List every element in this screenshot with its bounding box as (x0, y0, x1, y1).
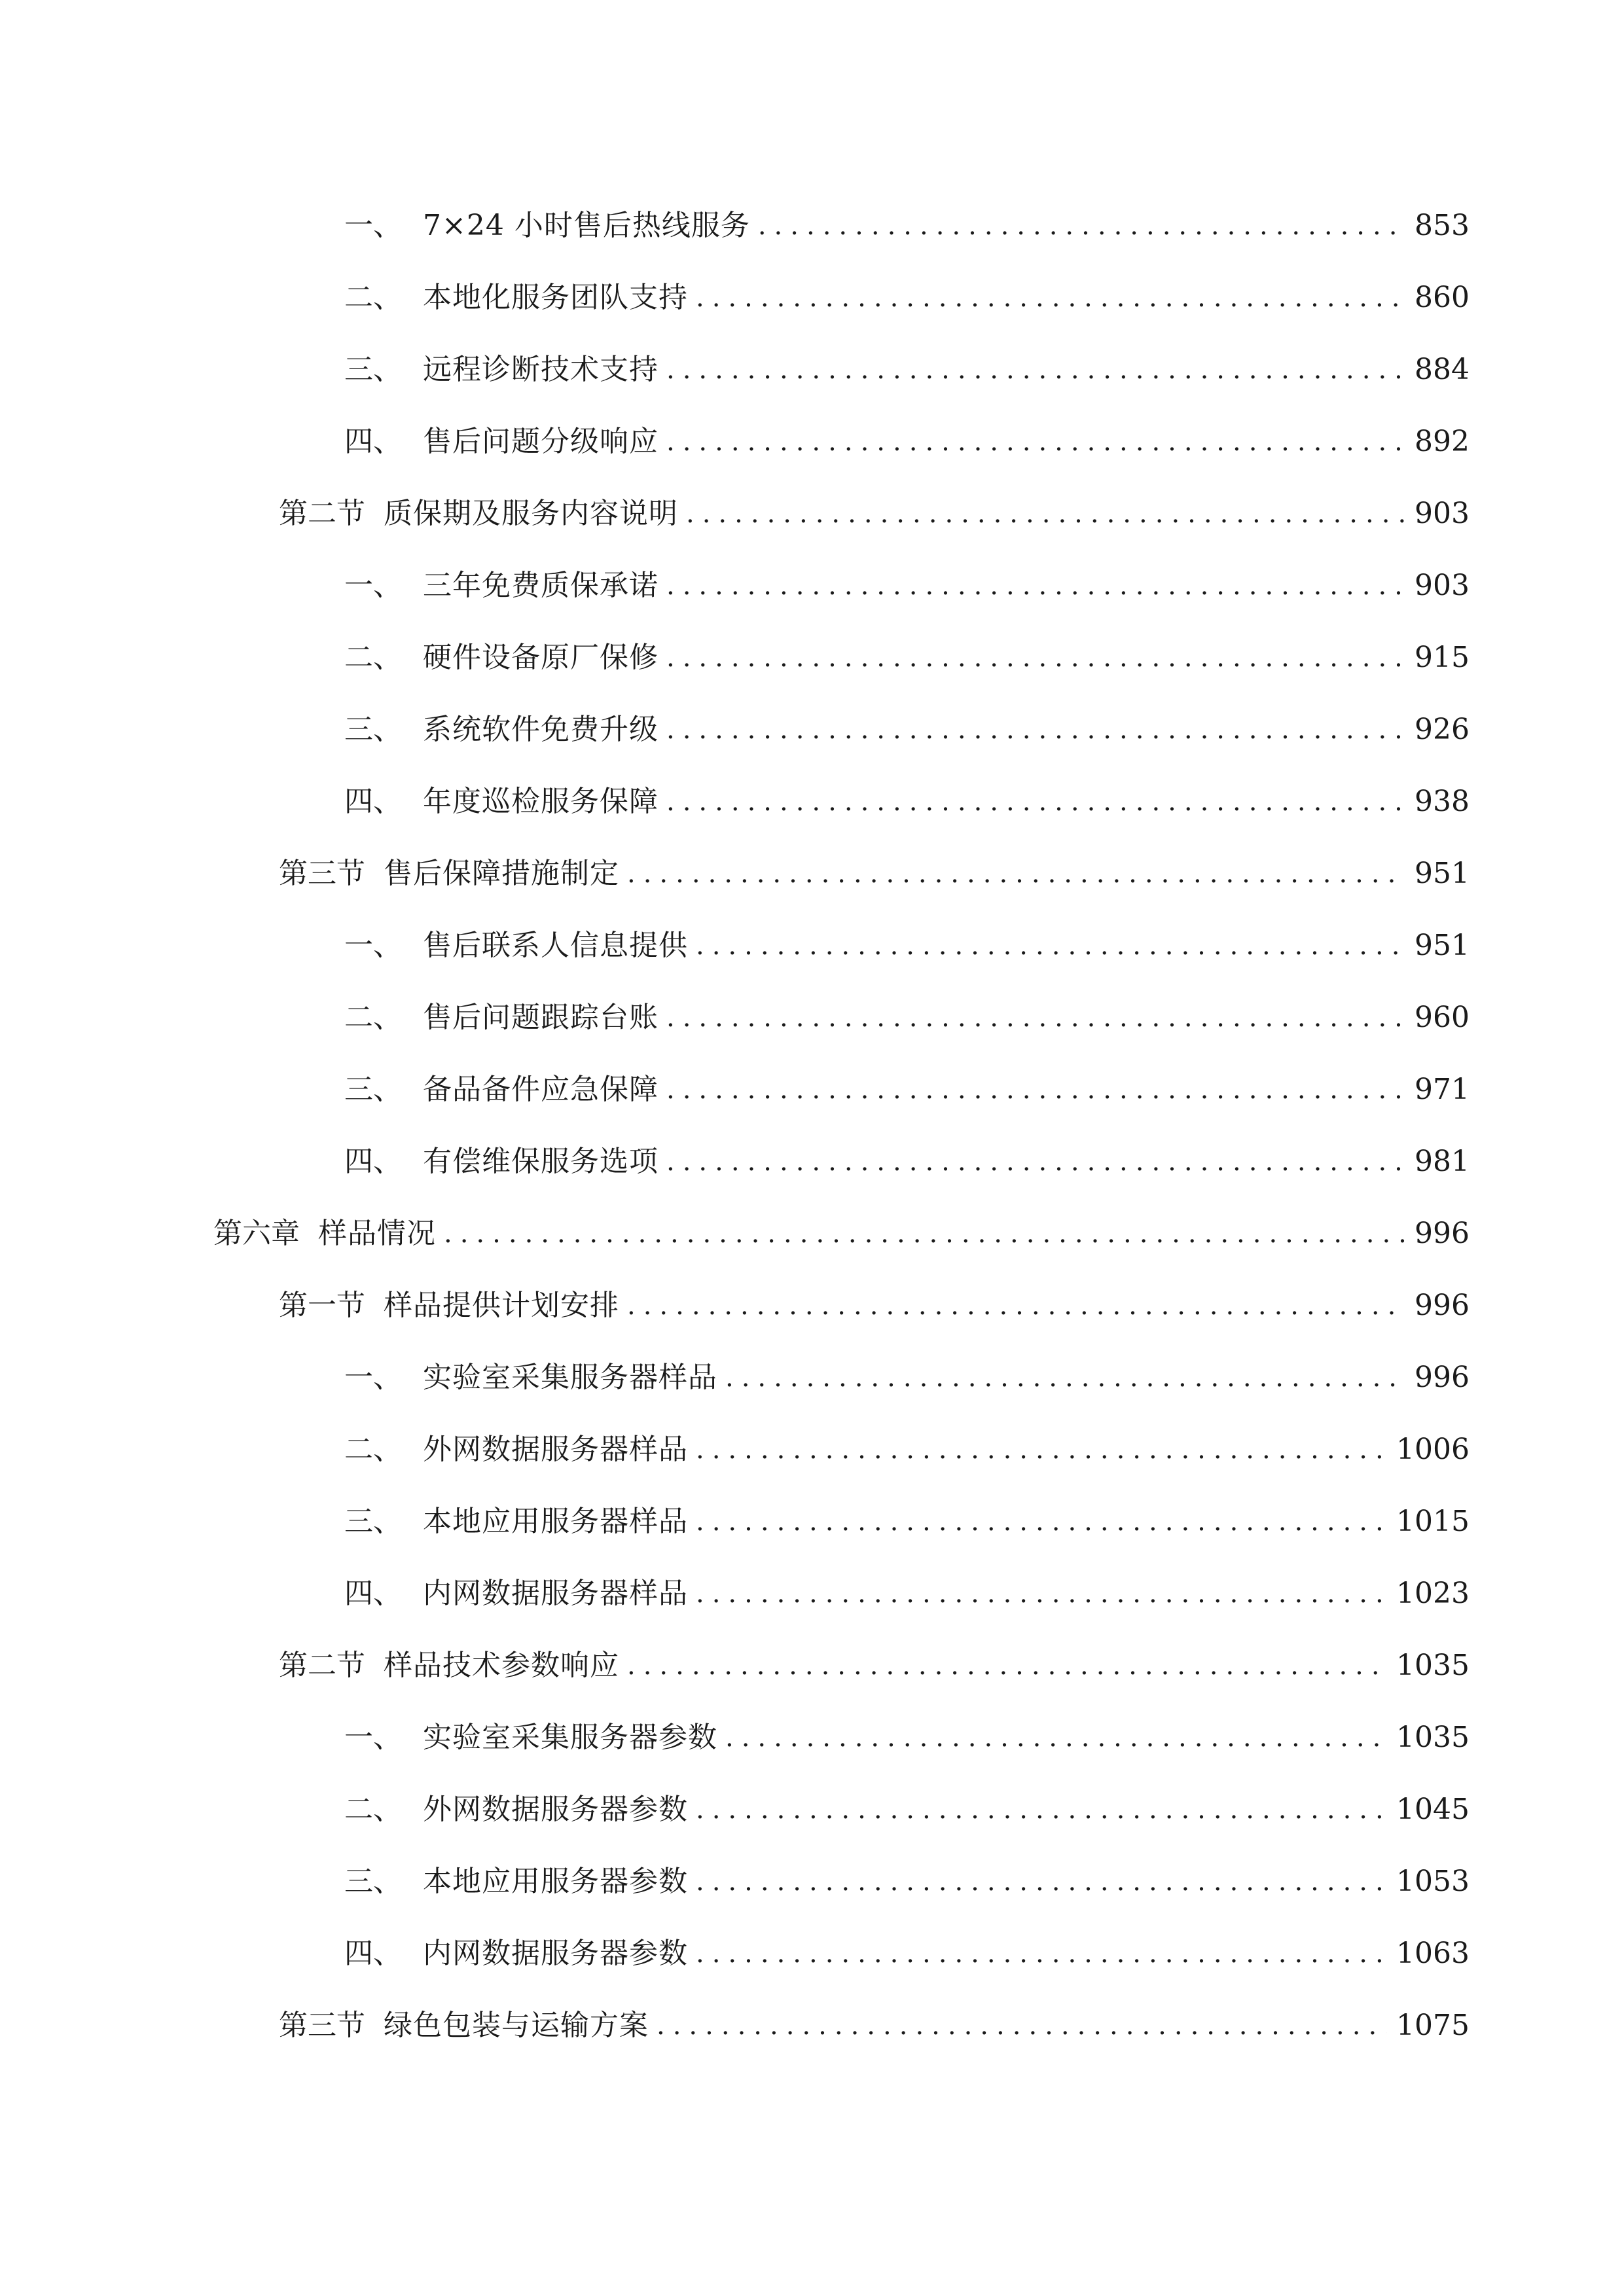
toc-entry-title: 备品备件应急保障 (423, 1073, 659, 1106)
toc-entry-number: 四、 (344, 785, 402, 818)
toc-entry[interactable] (0, 334, 1624, 406)
toc-entry[interactable] (0, 1054, 1624, 1126)
toc-entry-title: 实验室采集服务器参数 (423, 1721, 717, 1754)
toc-entry-page: 903 (1415, 569, 1470, 602)
toc-dot-leader (696, 1935, 1387, 1972)
toc-dot-leader (686, 495, 1405, 532)
toc-entry-title: 硬件设备原厂保修 (423, 641, 659, 674)
toc-entry-page: 951 (1415, 929, 1470, 962)
toc-dot-leader (666, 567, 1405, 604)
toc-entry-title: 售后问题跟踪台账 (423, 1001, 659, 1034)
toc-dot-leader (696, 1863, 1387, 1900)
toc-entry-title: 实验室采集服务器样品 (423, 1361, 717, 1394)
toc-section-number: 第一节 (279, 1289, 365, 1322)
toc-dot-leader (666, 783, 1405, 820)
toc-entry-title: 内网数据服务器参数 (423, 1937, 688, 1970)
toc-entry-page: 860 (1415, 281, 1470, 314)
toc-chapter-number: 第六章 (213, 1217, 300, 1250)
toc-entry-page: 1053 (1396, 1865, 1470, 1898)
toc-section-number: 第三节 (279, 857, 365, 890)
toc-entry-page: 1023 (1396, 1577, 1470, 1610)
toc-entry[interactable] (0, 1558, 1624, 1630)
toc-entry-number: 四、 (344, 1145, 402, 1178)
toc-section-title: 样品技术参数响应 (384, 1649, 619, 1682)
toc-dot-leader (666, 423, 1405, 460)
toc-entry-page: 1063 (1396, 1937, 1470, 1970)
toc-entry-page: 915 (1415, 641, 1470, 674)
toc-entry[interactable] (0, 550, 1624, 622)
toc-dot-leader (666, 639, 1405, 676)
toc-dot-leader (696, 927, 1405, 964)
toc-entry-title: 三年免费质保承诺 (423, 569, 659, 602)
toc-entry-title: 有偿维保服务选项 (423, 1145, 659, 1178)
toc-dot-leader (666, 999, 1405, 1036)
toc-entry-number: 三、 (344, 1073, 402, 1106)
toc-section[interactable] (0, 838, 1624, 910)
toc-entry-title: 远程诊断技术支持 (423, 353, 659, 386)
toc-entry-number: 二、 (344, 1433, 402, 1466)
toc-dot-leader (666, 351, 1405, 388)
toc-section-page: 996 (1415, 1289, 1470, 1322)
toc-entry[interactable] (0, 910, 1624, 982)
toc-entry-title: 外网数据服务器参数 (423, 1793, 688, 1826)
toc-dot-leader (627, 1647, 1387, 1684)
toc-dot-leader (696, 279, 1405, 316)
toc-entry-page: 1015 (1396, 1505, 1470, 1538)
toc-chapter[interactable] (0, 1198, 1624, 1270)
toc-entry-number: 四、 (344, 425, 402, 458)
toc-entry-title: 外网数据服务器样品 (423, 1433, 688, 1466)
toc-dot-leader (696, 1575, 1387, 1612)
toc-dot-leader (696, 1503, 1387, 1540)
toc-entry[interactable] (0, 1342, 1624, 1414)
toc-section-page: 903 (1415, 497, 1470, 530)
toc-entry-number: 三、 (344, 1505, 402, 1538)
toc-entry-page: 1045 (1396, 1793, 1470, 1826)
toc-section-number: 第二节 (279, 1649, 365, 1682)
toc-entry[interactable] (0, 1774, 1624, 1846)
toc-dot-leader (666, 1071, 1405, 1108)
toc-dot-leader (696, 1431, 1387, 1468)
toc-entry-title: 本地应用服务器参数 (423, 1865, 688, 1898)
toc-dot-leader (666, 711, 1405, 748)
toc-entry[interactable] (0, 982, 1624, 1054)
toc-entry-number: 三、 (344, 353, 402, 386)
toc-chapter-page: 996 (1415, 1217, 1470, 1250)
toc-dot-leader (725, 1359, 1405, 1396)
toc-section[interactable] (0, 1990, 1624, 2062)
toc-dot-leader (666, 1143, 1405, 1180)
toc-entry-number: 一、 (344, 929, 402, 962)
toc-entry-number: 二、 (344, 281, 402, 314)
toc-entry-page: 892 (1415, 425, 1470, 458)
toc-entry-title: 售后问题分级响应 (423, 425, 659, 458)
toc-entry-title: 年度巡检服务保障 (423, 785, 659, 818)
toc-entry-number: 一、 (344, 209, 402, 242)
toc-section-page: 1035 (1396, 1649, 1470, 1682)
toc-entry-number: 三、 (344, 713, 402, 746)
toc-entry[interactable] (0, 262, 1624, 334)
toc-entry-number: 二、 (344, 641, 402, 674)
toc-entry[interactable] (0, 694, 1624, 766)
toc-entry-number: 二、 (344, 1001, 402, 1034)
toc-section-title: 样品提供计划安排 (384, 1289, 619, 1322)
toc-entry[interactable] (0, 1486, 1624, 1558)
toc-section-title: 质保期及服务内容说明 (384, 497, 678, 530)
toc-entry-number: 一、 (344, 1361, 402, 1394)
toc-dot-leader (657, 2007, 1387, 2044)
toc-entry-number: 四、 (344, 1577, 402, 1610)
toc-entry-page: 938 (1415, 785, 1470, 818)
table-of-contents (0, 190, 1624, 2062)
toc-section[interactable] (0, 1270, 1624, 1342)
toc-entry-page: 884 (1415, 353, 1470, 386)
toc-section-page: 951 (1415, 857, 1470, 890)
toc-dot-leader (758, 207, 1405, 244)
toc-entry[interactable] (0, 622, 1624, 694)
toc-entry[interactable] (0, 1414, 1624, 1486)
toc-dot-leader (444, 1215, 1405, 1252)
toc-section[interactable] (0, 1630, 1624, 1702)
toc-entry-title: 7×24 小时售后热线服务 (423, 209, 750, 242)
toc-entry-number: 一、 (344, 1721, 402, 1754)
toc-dot-leader (696, 1791, 1387, 1828)
toc-entry-page: 960 (1415, 1001, 1470, 1034)
toc-entry-page: 971 (1415, 1073, 1470, 1106)
toc-entry[interactable] (0, 406, 1624, 478)
toc-section-number: 第三节 (279, 2009, 365, 2042)
toc-section-title: 售后保障措施制定 (384, 857, 619, 890)
toc-section-number: 第二节 (279, 497, 365, 530)
toc-entry[interactable] (0, 766, 1624, 838)
toc-entry-page: 981 (1415, 1145, 1470, 1178)
toc-entry-title: 售后联系人信息提供 (423, 929, 688, 962)
toc-entry-title: 内网数据服务器样品 (423, 1577, 688, 1610)
toc-entry[interactable] (0, 1846, 1624, 1918)
toc-entry-number: 四、 (344, 1937, 402, 1970)
toc-section-page: 1075 (1396, 2009, 1470, 2042)
toc-entry-page: 996 (1415, 1361, 1470, 1394)
toc-chapter-title: 样品情况 (318, 1217, 436, 1250)
toc-entry-page: 1035 (1396, 1721, 1470, 1754)
toc-entry[interactable] (0, 190, 1624, 262)
toc-entry-number: 二、 (344, 1793, 402, 1826)
toc-entry-page: 853 (1415, 209, 1470, 242)
toc-entry-title: 本地应用服务器样品 (423, 1505, 688, 1538)
toc-dot-leader (627, 855, 1405, 892)
toc-entry-page: 926 (1415, 713, 1470, 746)
toc-entry-number: 一、 (344, 569, 402, 602)
toc-entry[interactable] (0, 1702, 1624, 1774)
toc-entry[interactable] (0, 1918, 1624, 1990)
toc-entry-title: 系统软件免费升级 (423, 713, 659, 746)
toc-entry-number: 三、 (344, 1865, 402, 1898)
toc-entry[interactable] (0, 1126, 1624, 1198)
toc-entry-title: 本地化服务团队支持 (423, 281, 688, 314)
toc-dot-leader (725, 1719, 1387, 1756)
toc-entry-page: 1006 (1396, 1433, 1470, 1466)
toc-dot-leader (627, 1287, 1405, 1324)
toc-section-title: 绿色包装与运输方案 (384, 2009, 649, 2042)
toc-section[interactable] (0, 478, 1624, 550)
